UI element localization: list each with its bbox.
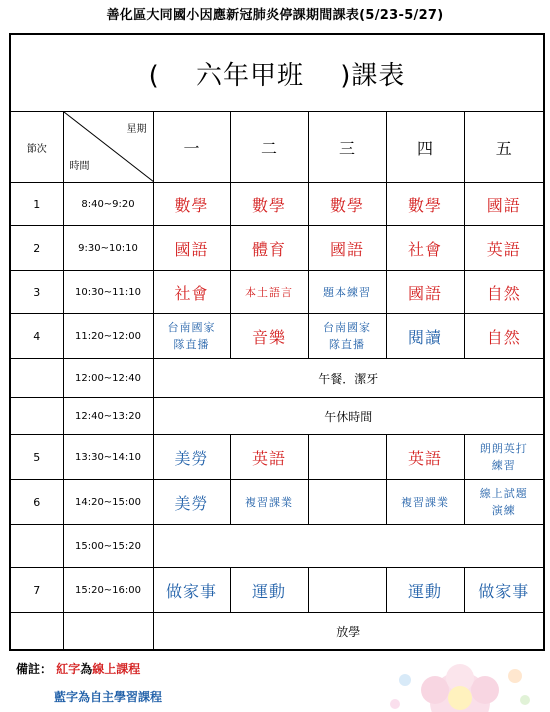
document-title: 善化區大同國小因應新冠肺炎停課期間課表(5/23-5/27): [106, 8, 444, 23]
subject-cell: 音樂: [230, 314, 308, 359]
subject-cell: [308, 314, 386, 359]
timetable: [9, 33, 545, 651]
subject-cell: 美勞: [153, 435, 230, 480]
subject-cell: 體育: [230, 226, 308, 271]
empty-period-cell: [10, 359, 63, 398]
period-number: 7: [10, 568, 63, 613]
break-cell: [153, 525, 544, 568]
subject-cell: 國語: [308, 226, 386, 271]
period-time: 11:20~12:00: [63, 314, 153, 359]
subject-cell: 英語: [230, 435, 308, 480]
period-number: 6: [10, 480, 63, 525]
note-wei: 為: [80, 662, 93, 676]
subject-cell: 英語: [464, 226, 544, 271]
note-wei: 為: [78, 690, 91, 704]
day-header-wed: 三: [308, 112, 386, 183]
subject-cell: 英語: [386, 435, 464, 480]
period-time: 12:40~13:20: [63, 398, 153, 435]
day-header-thu: 四: [386, 112, 464, 183]
subject-line: 線上試題: [479, 487, 528, 500]
period-header: 節次: [10, 112, 63, 183]
empty-period-cell: [10, 613, 63, 651]
timetable-sheet: [9, 33, 543, 651]
subject-cell: 數學: [153, 183, 230, 226]
note-line-red: [16, 660, 140, 677]
subject-cell: 國語: [153, 226, 230, 271]
time-label: 時間: [69, 161, 90, 172]
note-label: 備註：: [16, 662, 53, 676]
subject-cell: 閱讀: [386, 314, 464, 359]
empty-period-cell: [10, 398, 63, 435]
period-number: 1: [10, 183, 63, 226]
period-time: 15:00~15:20: [63, 525, 153, 568]
note-red-desc: 線上課程: [92, 662, 141, 676]
subject-cell: [464, 480, 544, 525]
subject-cell: 做家事: [464, 568, 544, 613]
lunch-cell: 午餐．潔牙: [153, 359, 544, 398]
subject-cell: 題本練習: [308, 271, 386, 314]
subject-cell: 美勞: [153, 480, 230, 525]
subject-cell: 做家事: [153, 568, 230, 613]
subject-cell: 社會: [386, 226, 464, 271]
day-header-fri: 五: [464, 112, 544, 183]
subject-line: 演練: [491, 504, 516, 517]
subject-cell: [308, 568, 386, 613]
period-time: 13:30~14:10: [63, 435, 153, 480]
subject-cell: 國語: [464, 183, 544, 226]
period-time: 10:30~11:10: [63, 271, 153, 314]
period-number: 5: [10, 435, 63, 480]
subject-line: 台南國家: [323, 321, 371, 334]
flower-decoration-image: [375, 640, 545, 712]
empty-period-cell: [10, 525, 63, 568]
subject-cell: 運動: [386, 568, 464, 613]
period-time: 9:30~10:10: [63, 226, 153, 271]
subject-line: 隊直播: [173, 338, 210, 351]
day-header-tue: 二: [230, 112, 308, 183]
subject-cell: [308, 435, 386, 480]
period-number: 2: [10, 226, 63, 271]
nap-cell: 午休時間: [153, 398, 544, 435]
corner-header: [63, 112, 153, 183]
subject-cell: 本土語言: [230, 271, 308, 314]
period-number: 3: [10, 271, 63, 314]
subject-line: 朗朗英打: [479, 442, 528, 455]
period-number: 4: [10, 314, 63, 359]
subject-cell: 社會: [153, 271, 230, 314]
period-time: 15:20~16:00: [63, 568, 153, 613]
period-time: 8:40~9:20: [63, 183, 153, 226]
period-time: 14:20~15:00: [63, 480, 153, 525]
note-blue-word: 藍字: [54, 690, 79, 704]
subject-cell: 數學: [230, 183, 308, 226]
subject-cell: 國語: [386, 271, 464, 314]
class-title: ( 六年甲班 )課表: [10, 34, 544, 112]
subject-cell: [464, 435, 544, 480]
day-header-mon: 一: [153, 112, 230, 183]
subject-cell: 數學: [386, 183, 464, 226]
note-line-blue: [54, 688, 162, 705]
subject-line: 練習: [491, 459, 516, 472]
subject-cell: 自然: [464, 314, 544, 359]
week-label: 星期: [126, 124, 147, 135]
subject-cell: 複習課業: [230, 480, 308, 525]
subject-cell: 運動: [230, 568, 308, 613]
dismissal-cell: 放學: [153, 613, 544, 651]
subject-line: 隊直播: [329, 338, 365, 351]
subject-cell: [153, 314, 230, 359]
note-red-word: 紅字: [56, 662, 81, 676]
period-time: [63, 613, 153, 651]
subject-cell: 數學: [308, 183, 386, 226]
subject-cell: [308, 480, 386, 525]
subject-line: 台南國家: [167, 321, 216, 334]
period-time: 12:00~12:40: [63, 359, 153, 398]
subject-cell: 自然: [464, 271, 544, 314]
note-blue-desc: 自主學習課程: [90, 690, 163, 704]
subject-cell: 複習課業: [386, 480, 464, 525]
